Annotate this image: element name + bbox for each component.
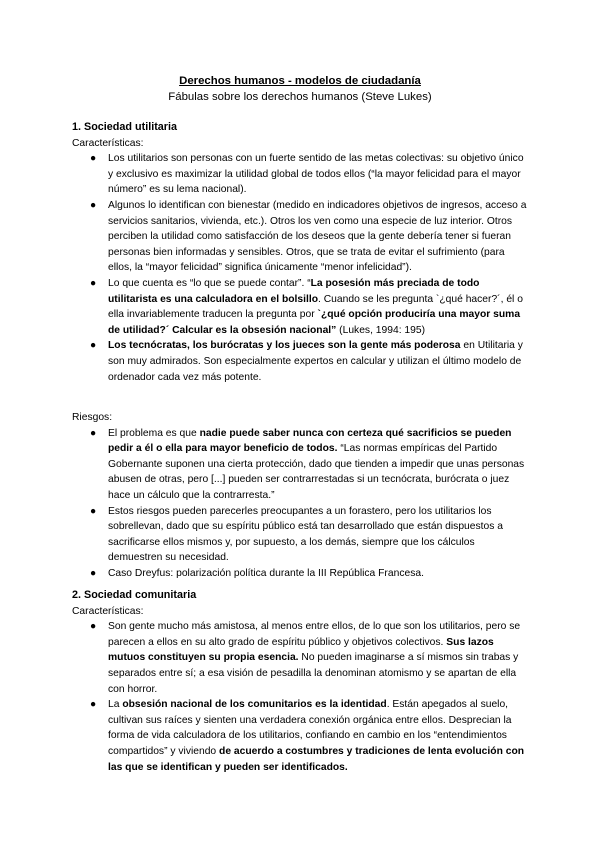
document-title: Derechos humanos - modelos de ciudadanía — [179, 75, 421, 87]
riesgos-label: Riesgos: — [72, 412, 113, 423]
caracteristicas-label: Características: — [72, 605, 144, 617]
bullet-icon: ● — [90, 567, 97, 579]
caracteristicas-label: Características: — [72, 137, 144, 149]
list-item: ● Los tecnócratas, los burócratas y los jueces son la gente más poderosa en Utilitaria y son muy admirados. Son especialmente expertos en calcular y utilizan el último modelo de ordenador cada vez más potente. — [90, 340, 523, 383]
bullet-icon: ● — [90, 340, 97, 352]
list-item: ● Los utilitarios son personas con un fuerte sentido de las metas colectivas: su objetivo único y exclusivo es maximizar la utilidad global de todos ellos (“la mayor felicidad para el mayor número” es su lema nacional). — [90, 153, 524, 196]
riesgos-block — [72, 410, 530, 582]
list-item: ● Son gente mucho más amistosa, al menos entre ellos, de lo que son los utilitarios, pero se parecen a ellos en su alto grado de espíritu público y objetivos colectivos. Sus lazos mutuos constituyen su propia esencia. No pueden imaginarse a sí mismos sin trabas y separados entre sí; a esa visión de pesadilla la denominan atomismo y se apartan de ella con horror. — [90, 621, 521, 695]
list-item: ● Estos riesgos pueden parecerles preocupantes a un forastero, pero los utilitarios los sobrellevan, dado que su espíritu público está tan desarrollado que están dispuestos a sacrificarse ellos mismos y, por supuesto, a los demás, siempre que los cálculos demuestren su necesidad. — [90, 505, 503, 564]
list-item: ● El problema es que nadie puede saber nunca con certeza qué sacrificios se pueden pedir a él o ella para mayor beneficio de todos. “Las normas empíricas del Partido Gobernante suponen una cierta protección, dado que tienden a impedir que unas personas abusen de otras, pero [...] pueden ser contrarrestadas si un tecnócrata, burócrata o juez hace un cálculo que la contrarresta.” — [90, 427, 525, 501]
section-heading: 1. Sociedad utilitaria — [72, 121, 178, 133]
bullet-icon: ● — [90, 277, 97, 289]
bullet-icon: ● — [90, 199, 97, 211]
bullet-icon: ● — [90, 153, 97, 165]
bullet-icon: ● — [90, 621, 97, 633]
section-heading: 2. Sociedad comunitaria — [72, 589, 197, 601]
section-comunitaria — [72, 588, 530, 775]
list-item: ● Caso Dreyfus: polarización política durante la III República Francesa. — [72, 566, 530, 582]
list-item: ● La obsesión nacional de los comunitarios es la identidad. Están apegados al suelo, cultivan sus raíces y sienten una verdadera conexión orgánica entre ellos. Desprecian la forma de vida calculadora de los utilitarios, confiando en cambio en los “entendimientos compartidos” y viviendo de acuerdo a costumbres y tradiciones de lenta evolución con las que se identifican y pueden ser identificados. — [90, 699, 525, 773]
caracteristicas-list — [72, 619, 530, 775]
bullet-icon: ● — [90, 699, 97, 711]
bullet-icon: ● — [90, 505, 97, 517]
section-utilitaria — [72, 120, 530, 385]
list-item: ● Lo que cuenta es “lo que se puede contar”. “La posesión más preciada de todo utilitarista es una calculadora en el bolsillo. Cuando se les pregunta `¿qué hacer?´, él o ella invariablemente traducen la pregunta por `¿qué opción produciría una mayor suma de utilidad?´ Calcular es la obsesión nacional” (Lukes, 1994: 195) — [90, 277, 523, 336]
document-subtitle: Fábulas sobre los derechos humanos (Steve Lukes) — [168, 91, 432, 103]
caracteristicas-list — [72, 151, 530, 385]
riesgos-list — [72, 426, 530, 582]
bullet-icon: ● — [90, 427, 97, 439]
list-item: ● Algunos lo identifican con bienestar (medido en indicadores objetivos de ingresos, acceso a servicios sanitarios, vivienda, etc.). Otros los ven como una especie de luz interior. Otros perciben la utilidad como satisfacción de los deseos que la gente debería tener si fueran personas bien informadas y sensibles. Otros, que se trata de evitar el sufrimiento (para ellos, la “mayor felicidad” significa únicamente “menor infelicidad”). — [90, 199, 527, 274]
